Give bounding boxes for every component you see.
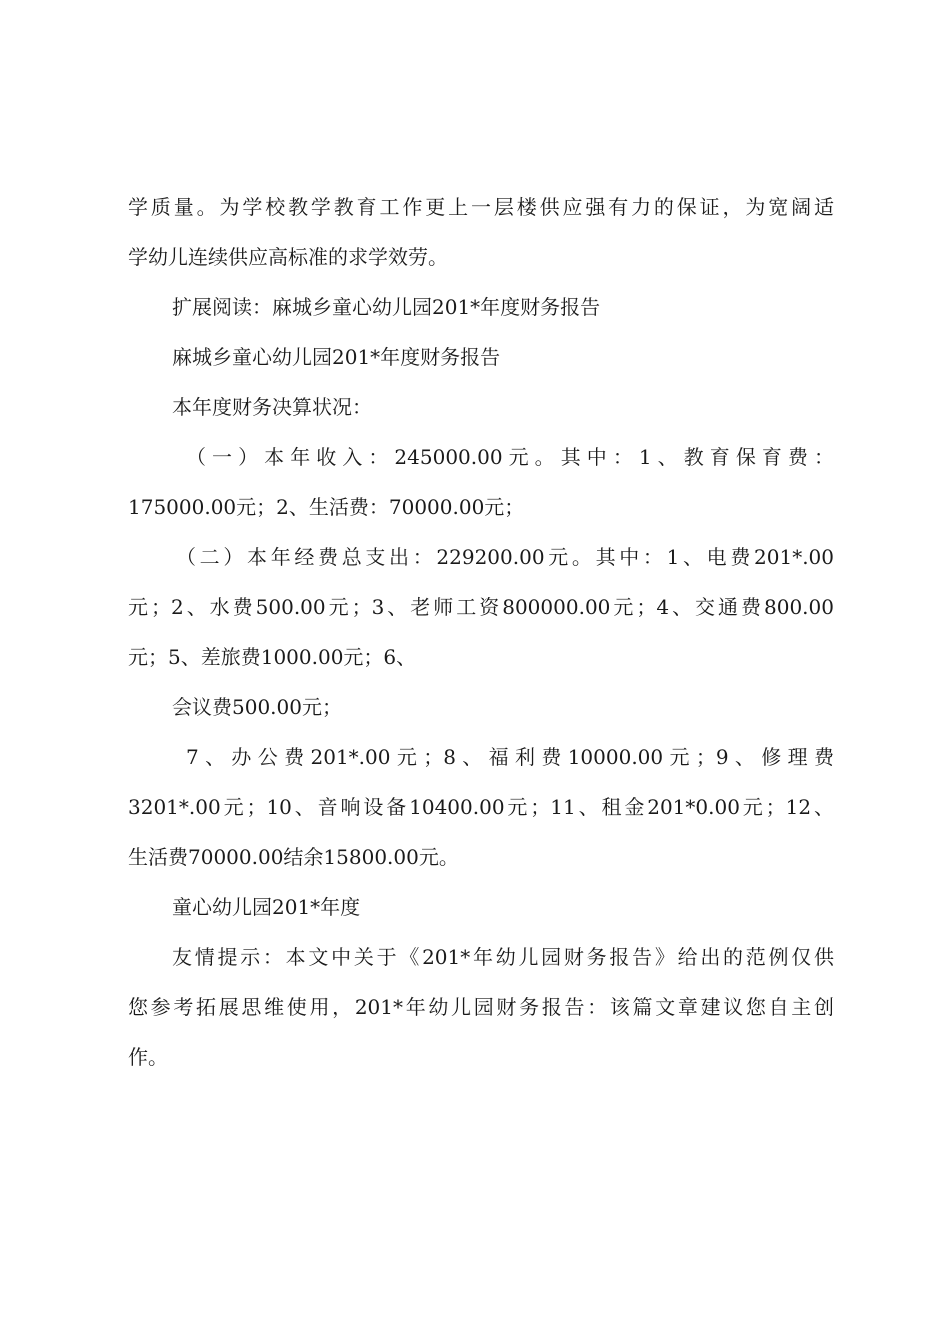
signature-line: 童心幼儿园201*年度	[172, 895, 361, 919]
notice-line: 您参考拓展思维使用，201*年幼儿园财务报告：该篇文章建议您自主创	[128, 995, 834, 1019]
expense-detail-line: 7、办公费201*.00元；8、福利费10000.00元；9、修理费	[186, 745, 834, 769]
paragraph-line: 学幼儿连续供应高标准的求学效劳。	[128, 245, 448, 269]
expense-detail-line: 元；5、差旅费1000.00元；6、	[128, 645, 417, 669]
notice-line: 作。	[128, 1045, 168, 1069]
report-title: 麻城乡童心幼儿园201*年度财务报告	[172, 345, 501, 369]
document-body	[128, 182, 834, 1082]
expense-line: （二）本年经费总支出：229200.00元。其中：1、电费201*.00	[176, 545, 834, 569]
income-detail-line: 175000.00元；2、生活费：70000.00元；	[128, 495, 525, 519]
extended-reading-heading: 扩展阅读：麻城乡童心幼儿园201*年度财务报告	[172, 295, 601, 319]
income-line: （一）本年收入：245000.00元。其中：1、教育保育费：	[186, 445, 834, 469]
section-heading: 本年度财务决算状况：	[172, 395, 372, 419]
notice-line: 友情提示：本文中关于《201*年幼儿园财务报告》给出的范例仅供	[172, 945, 834, 969]
expense-detail-line: 元；2、水费500.00元；3、老师工资800000.00元；4、交通费800.00	[128, 595, 834, 619]
expense-detail-line: 3201*.00元；10、音响设备10400.00元；11、租金201*0.00元；12、	[128, 795, 834, 819]
paragraph-line: 学质量。为学校教学教育工作更上一层楼供应强有力的保证，为宽阔适	[128, 195, 834, 219]
balance-line: 生活费70000.00结余15800.00元。	[128, 845, 459, 869]
expense-detail-line: 会议费500.00元；	[172, 695, 342, 719]
